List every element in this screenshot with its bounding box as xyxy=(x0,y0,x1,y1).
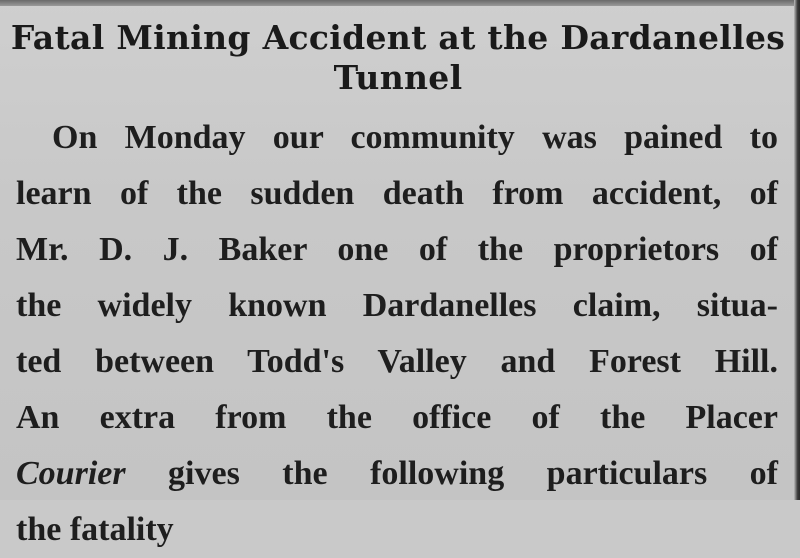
headline xyxy=(0,18,796,98)
article-line-courier xyxy=(16,446,778,502)
article-line: On Monday our community was pained to xyxy=(52,119,778,156)
article-line: Mr. D. J. Baker one of the proprietors of xyxy=(16,231,778,268)
article-line: An extra from the office of the Placer xyxy=(16,399,778,436)
publication-name: Courier xyxy=(16,455,126,492)
article-line-cut: the fatality xyxy=(16,511,174,548)
article-body xyxy=(16,110,778,548)
article-line: the widely known Dardanelles claim, situa- xyxy=(16,287,778,324)
article-line-rest: gives the following particulars of xyxy=(125,455,778,492)
article-line: ted between Todd's Valley and Forest Hill. xyxy=(16,343,778,380)
headline-line-1: Fatal Mining Accident at the Dardanelles xyxy=(10,18,786,57)
article-line: learn of the sudden death from accident, of xyxy=(16,175,778,212)
headline-line-2: Tunnel xyxy=(333,58,463,97)
top-rule xyxy=(0,0,800,6)
